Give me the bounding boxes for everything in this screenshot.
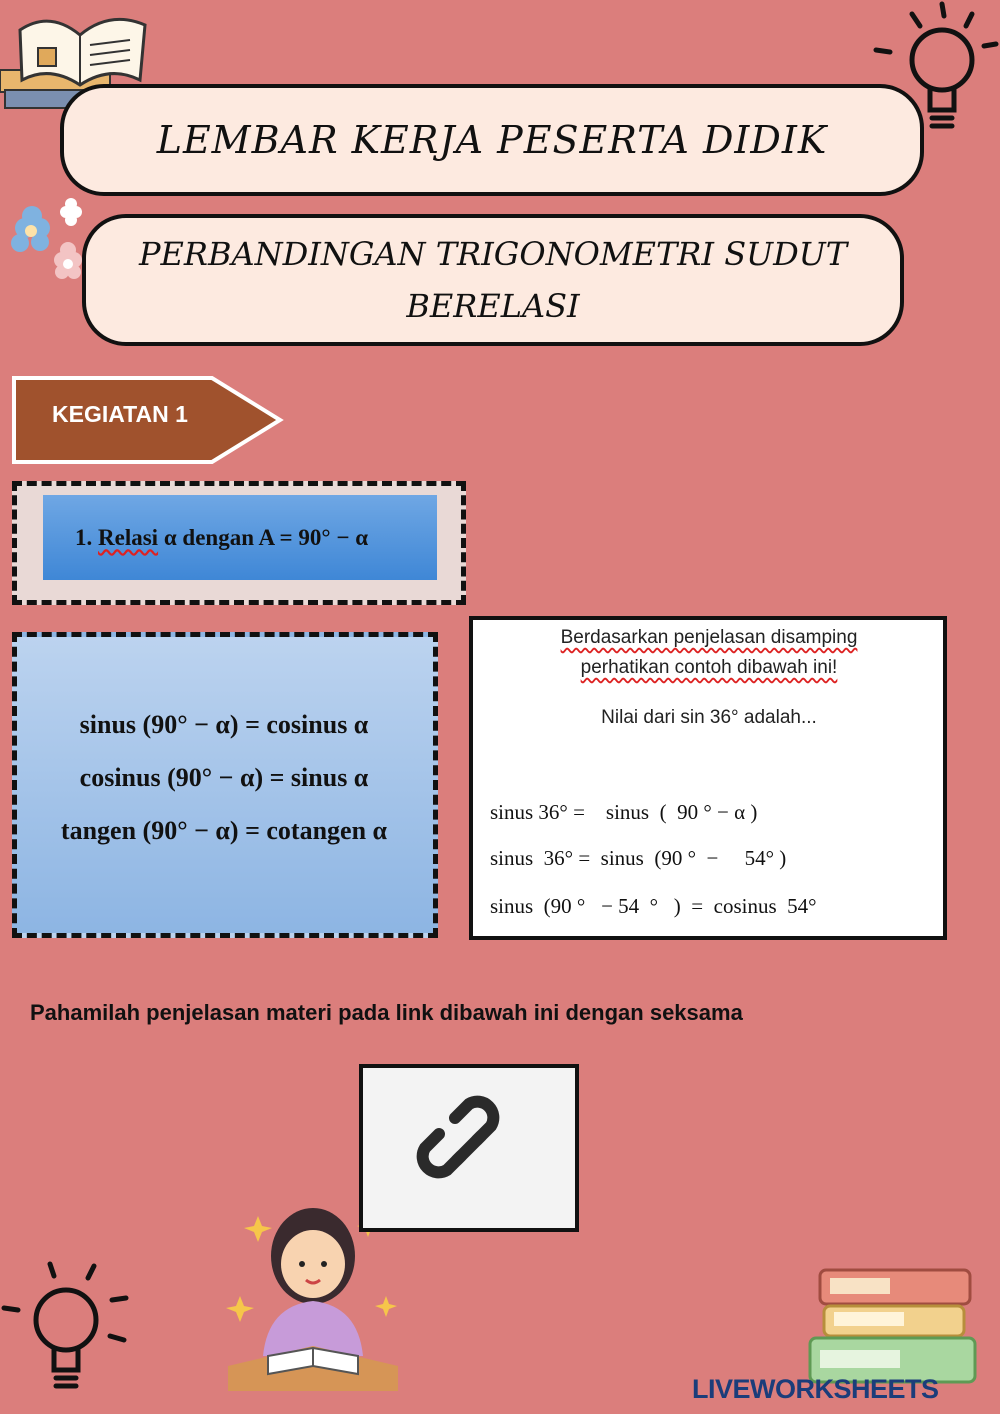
lightbulb-icon: [0, 1258, 130, 1398]
example-intro-line-2: perhatikan contoh dibawah ini!: [580, 657, 838, 678]
link-icon: [409, 1088, 529, 1208]
relation-word: Relasi: [98, 524, 159, 550]
relation-number: 1.: [75, 524, 93, 550]
brand-logo: [692, 1374, 939, 1405]
subtitle-line-1: PERBANDINGAN TRIGONOMETRI SUDUT: [138, 235, 848, 273]
subtitle-line-2: BERELASI: [406, 287, 580, 325]
relation-rest: α dengan A = 90° − α: [163, 524, 369, 550]
relation-heading: [43, 495, 437, 580]
formula-sinus: sinus (90° − α) = cosinus α: [79, 710, 369, 739]
example-step-1: sinus 36° = sinus ( 90 ° − α ): [490, 800, 758, 824]
material-link-button[interactable]: [359, 1064, 579, 1232]
brand-text: LIVEWORKSHEETS: [692, 1374, 939, 1404]
example-step-3: sinus (90 ° − 54 ° ) = cosinus 54°: [490, 894, 817, 918]
title-box: [60, 84, 924, 196]
example-step-2: sinus 36° = sinus (90 ° − 54° ): [490, 846, 787, 870]
formula-cosinus: cosinus (90° − α) = sinus α: [79, 763, 369, 792]
books-stack-illustration: [800, 1254, 1000, 1394]
example-intro-line-1: Berdasarkan penjelasan disamping: [560, 627, 858, 648]
page-title: LEMBAR KERJA PESERTA DIDIK: [156, 118, 828, 162]
instruction-text: Pahamilah penjelasan materi pada link dibawah ini dengan seksama: [30, 1000, 743, 1025]
subtitle-box: [82, 214, 904, 346]
relation-heading-text: [75, 525, 368, 551]
activity-label: KEGIATAN 1: [52, 401, 188, 427]
page-subtitle: [139, 228, 847, 332]
formula-tangen: tangen (90° − α) = cotangen α: [60, 816, 388, 845]
example-question: Nilai dari sin 36° adalah...: [601, 707, 817, 728]
